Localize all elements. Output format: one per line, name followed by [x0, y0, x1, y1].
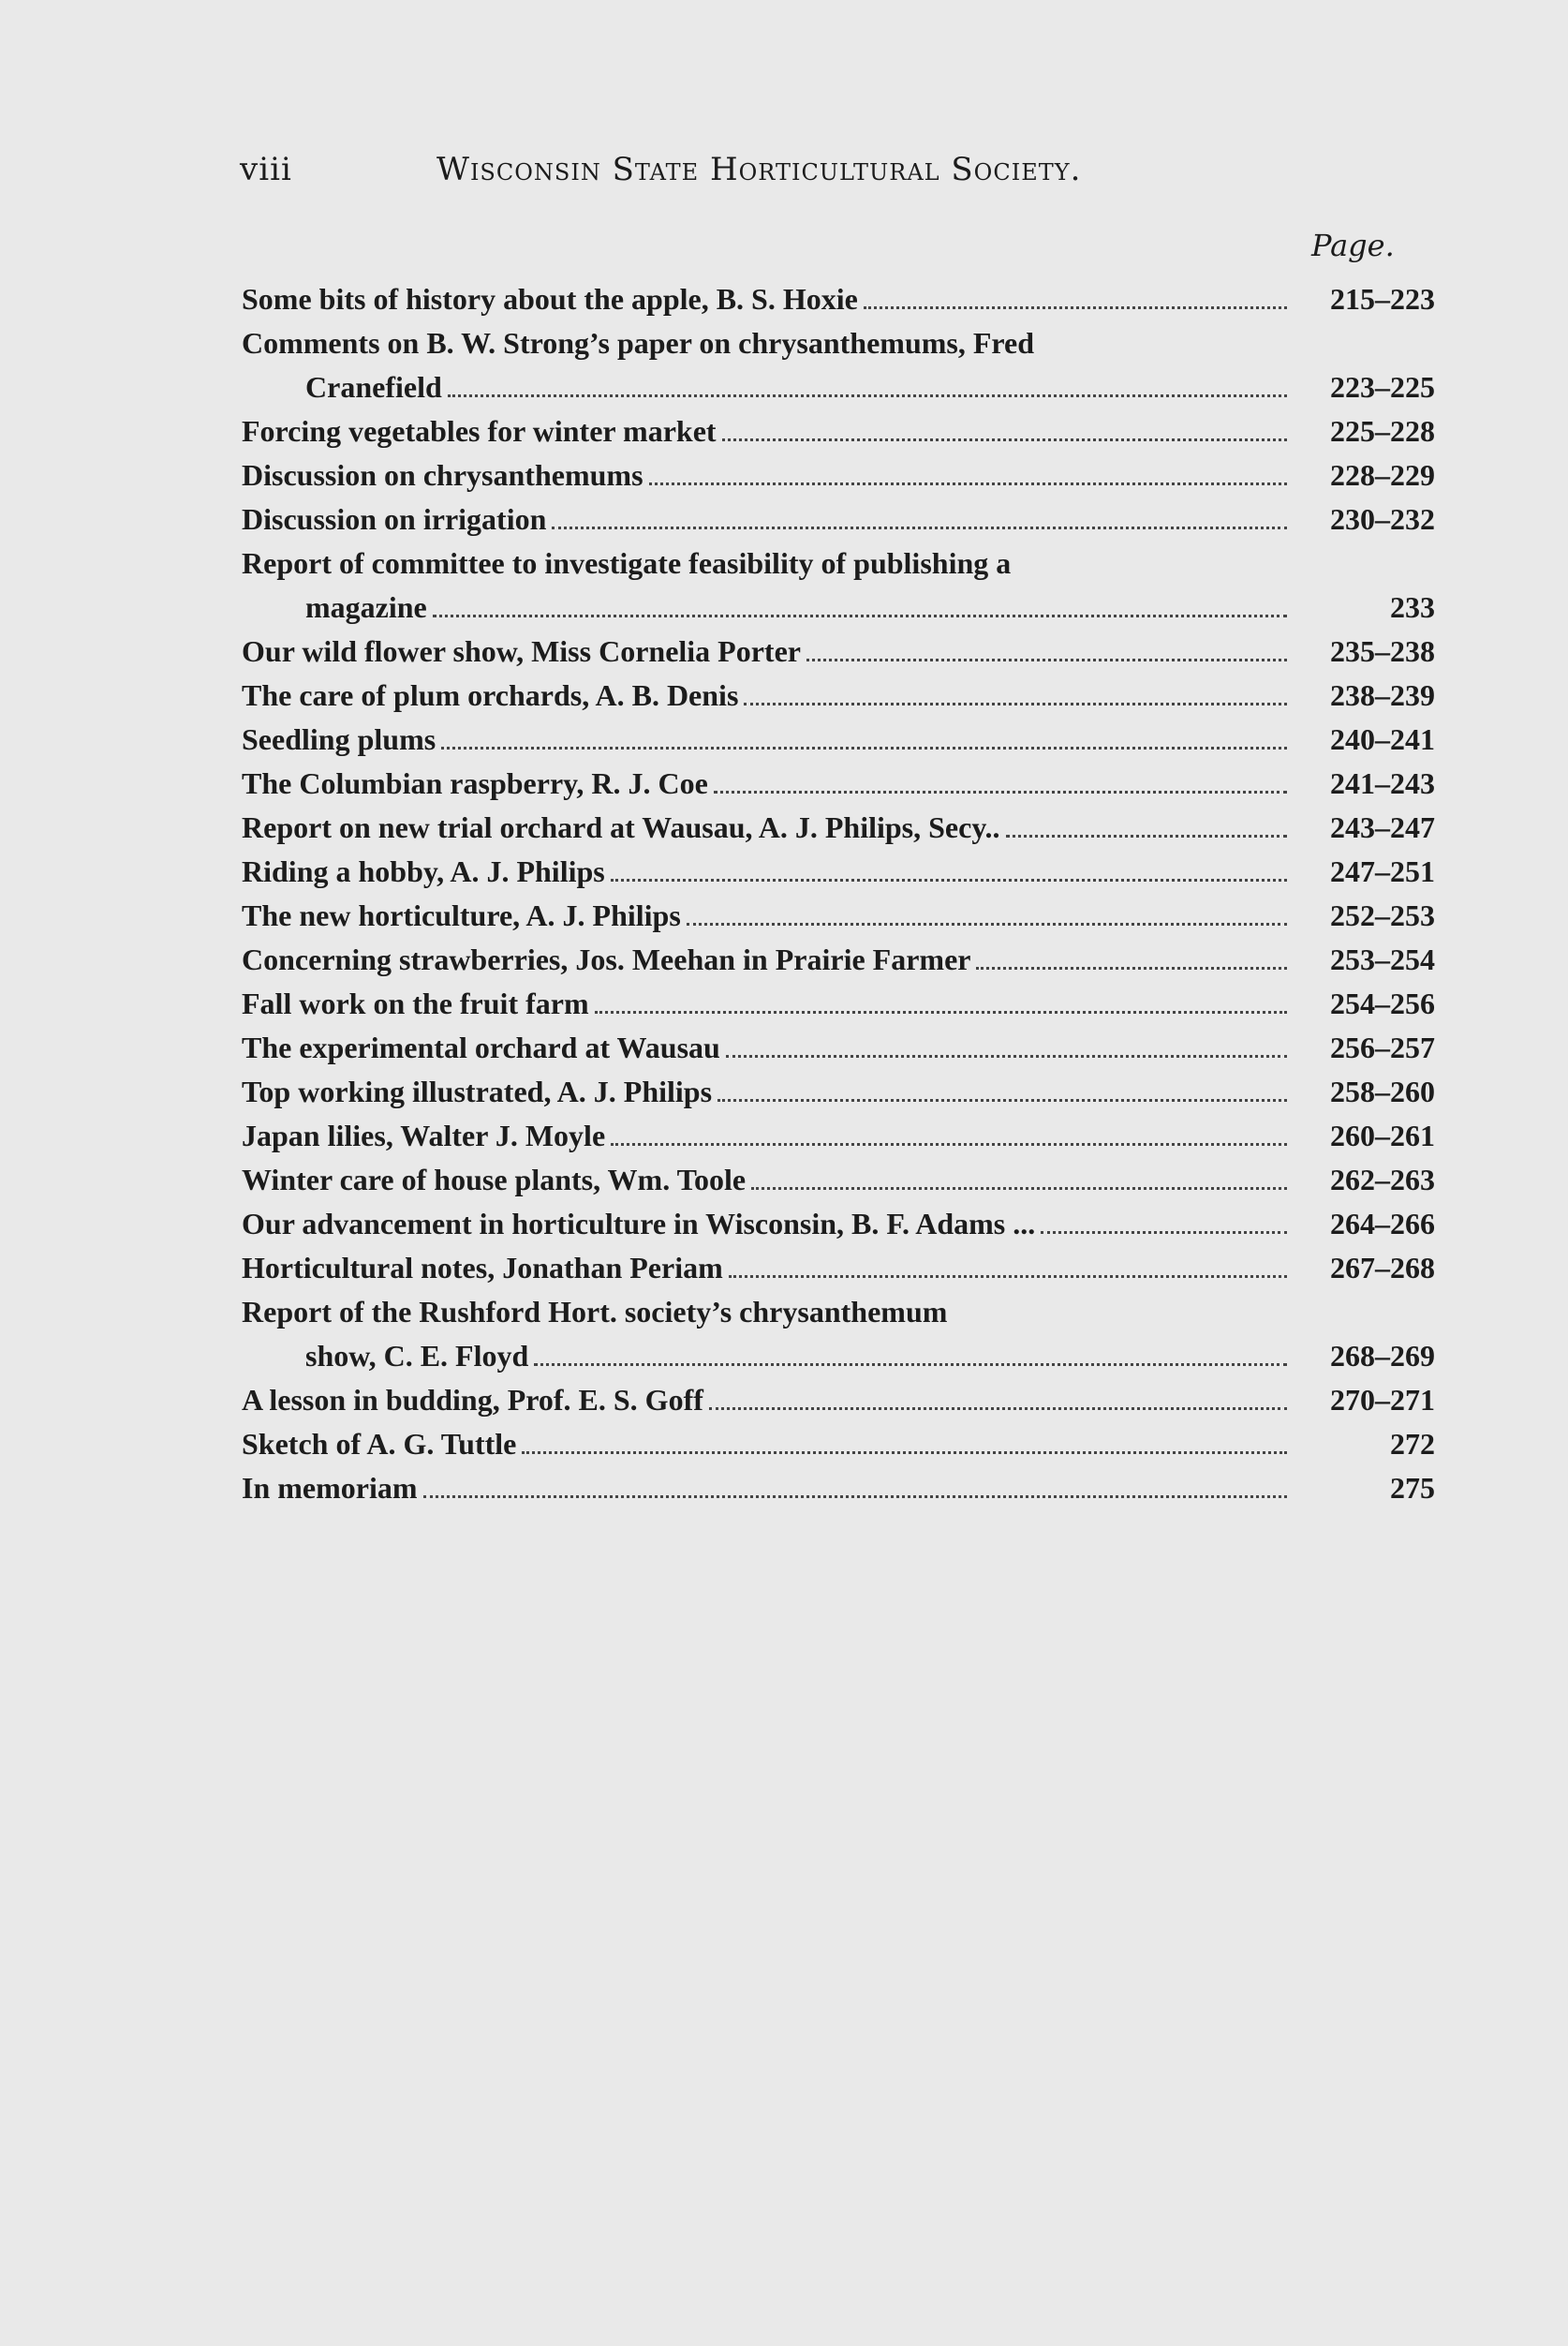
toc-entry-page: 264–266 — [1330, 1207, 1435, 1240]
toc-entry-title: A lesson in budding, Prof. E. S. Goff — [242, 1383, 703, 1417]
toc-entry-title: Riding a hobby, A. J. Philips — [242, 854, 605, 888]
toc-entry-page: 225–228 — [1330, 414, 1435, 448]
dot-leader — [522, 1451, 1287, 1454]
toc-entry-title: The Columbian raspberry, R. J. Coe — [242, 766, 708, 800]
toc-entry-line — [242, 674, 1435, 718]
toc-entry-title-continuation: magazine — [305, 590, 427, 624]
toc-entry-line — [242, 630, 1435, 674]
toc-entry — [242, 497, 1435, 542]
toc-entry-line — [242, 1070, 1435, 1114]
toc-entry-page: 272 — [1390, 1427, 1435, 1461]
dot-leader — [441, 747, 1287, 750]
toc-entry — [242, 453, 1435, 497]
dot-leader — [1041, 1231, 1287, 1234]
dot-leader — [1006, 835, 1287, 838]
toc-entry-title: Our advancement in horticulture in Wisconsin, B. F. Adams ... — [242, 1207, 1036, 1240]
toc-entry-page: 215–223 — [1330, 282, 1435, 316]
toc-entry-title: The experimental orchard at Wausau — [242, 1031, 720, 1064]
toc-entry-title: Seedling plums — [242, 722, 436, 756]
toc-entry — [242, 542, 1435, 630]
page-folio: viii — [240, 151, 292, 188]
toc-entry-line — [242, 762, 1435, 806]
toc-entry-page: 233 — [1390, 590, 1435, 624]
dot-leader — [864, 306, 1287, 309]
toc-entry — [242, 1070, 1435, 1114]
toc-entry-line — [242, 542, 1435, 586]
toc-entry-line — [242, 718, 1435, 762]
toc-entry-title: Fall work on the fruit farm — [242, 987, 589, 1020]
toc-entry-title: Some bits of history about the apple, B. S. Hoxie — [242, 282, 858, 316]
toc-entry — [242, 1290, 1435, 1378]
toc-entry-title: Discussion on chrysanthemums — [242, 458, 643, 492]
toc-entry — [242, 718, 1435, 762]
toc-entry-page: 241–243 — [1330, 766, 1435, 800]
toc-entry-page: 235–238 — [1330, 634, 1435, 668]
toc-entry — [242, 674, 1435, 718]
toc-entry-line — [242, 277, 1435, 321]
dot-leader — [726, 1055, 1287, 1058]
toc-entry — [242, 1422, 1435, 1466]
dot-leader — [744, 703, 1287, 705]
toc-entry-page: 247–251 — [1330, 854, 1435, 888]
page-column-label: Page. — [1311, 228, 1395, 263]
dot-leader — [729, 1275, 1287, 1278]
toc-entry-title: Japan lilies, Walter J. Moyle — [242, 1119, 606, 1152]
toc-entry-page: 243–247 — [1330, 810, 1435, 844]
toc-entry-title: The care of plum orchards, A. B. Denis — [242, 678, 739, 712]
dot-leader — [423, 1495, 1287, 1498]
dot-leader — [709, 1407, 1287, 1410]
running-head — [240, 146, 1251, 193]
dot-leader — [722, 438, 1287, 441]
toc-entry-line — [242, 586, 1435, 630]
toc-entry-page: 228–229 — [1330, 458, 1435, 492]
toc-entry-page: 240–241 — [1330, 722, 1435, 756]
toc-entry — [242, 762, 1435, 806]
dot-leader — [595, 1011, 1287, 1014]
toc-entry-title-continuation: show, C. E. Floyd — [305, 1339, 529, 1373]
toc-entry — [242, 630, 1435, 674]
dot-leader — [552, 527, 1287, 529]
toc-entry-line — [242, 497, 1435, 542]
toc-entry — [242, 1158, 1435, 1202]
dot-leader — [717, 1099, 1287, 1102]
dot-leader — [687, 923, 1287, 926]
toc-entry-line — [242, 1290, 1435, 1334]
toc-entry-line — [242, 850, 1435, 894]
toc-entry-page: 275 — [1390, 1471, 1435, 1505]
toc-entry-page: 262–263 — [1330, 1163, 1435, 1196]
toc-entry-title: Report of the Rushford Hort. society’s chrysanthemum — [242, 1295, 948, 1329]
toc-entry-page: 270–271 — [1330, 1383, 1435, 1417]
toc-entry-page: 267–268 — [1330, 1251, 1435, 1284]
toc-entry — [242, 894, 1435, 938]
toc-entry-title: Horticultural notes, Jonathan Periam — [242, 1251, 723, 1284]
toc-entry-title: Discussion on irrigation — [242, 502, 547, 536]
toc-entry-title: Concerning strawberries, Jos. Meehan in Prairie Farmer — [242, 943, 971, 976]
dot-leader — [611, 879, 1287, 882]
toc-entry-line — [242, 409, 1435, 453]
toc-entry — [242, 806, 1435, 850]
toc-entry-line — [242, 1334, 1435, 1378]
toc-entry-title: Comments on B. W. Strong’s paper on chrysanthemums, Fred — [242, 326, 1035, 360]
toc-entry-title: Winter care of house plants, Wm. Toole — [242, 1163, 747, 1196]
toc-entry — [242, 1202, 1435, 1246]
dot-leader — [751, 1187, 1287, 1190]
toc-entry-page: 253–254 — [1330, 943, 1435, 976]
dot-leader — [448, 394, 1287, 397]
toc-entry-line — [242, 806, 1435, 850]
toc-entry-line — [242, 1158, 1435, 1202]
toc-entry — [242, 321, 1435, 409]
toc-entry — [242, 409, 1435, 453]
toc-entry-line — [242, 894, 1435, 938]
toc-entry-line — [242, 1246, 1435, 1290]
toc-entry-page: 223–225 — [1330, 370, 1435, 404]
dot-leader — [433, 615, 1287, 617]
toc-entry — [242, 1466, 1435, 1510]
toc-entry — [242, 277, 1435, 321]
toc-entry — [242, 938, 1435, 982]
toc-entry-page: 254–256 — [1330, 987, 1435, 1020]
toc-entry-page: 238–239 — [1330, 678, 1435, 712]
toc-entry — [242, 1378, 1435, 1422]
table-of-contents — [242, 277, 1435, 1510]
toc-entry-page: 256–257 — [1330, 1031, 1435, 1064]
toc-entry-line — [242, 938, 1435, 982]
toc-entry-title: Our wild flower show, Miss Cornelia Porter — [242, 634, 801, 668]
toc-entry-line — [242, 1026, 1435, 1070]
toc-entry-page: 230–232 — [1330, 502, 1435, 536]
dot-leader — [714, 791, 1287, 794]
toc-entry — [242, 1114, 1435, 1158]
toc-entry-line — [242, 321, 1435, 365]
dot-leader — [611, 1143, 1287, 1146]
toc-entry-title: Report on new trial orchard at Wausau, A. J. Philips, Secy.. — [242, 810, 1000, 844]
toc-entry-page: 252–253 — [1330, 898, 1435, 932]
toc-entry-page: 268–269 — [1330, 1339, 1435, 1373]
toc-entry-line — [242, 1114, 1435, 1158]
toc-entry-line — [242, 1422, 1435, 1466]
toc-entry-title-continuation: Cranefield — [305, 370, 442, 404]
dot-leader — [806, 659, 1287, 661]
toc-entry-line — [242, 982, 1435, 1026]
dot-leader — [649, 483, 1287, 485]
toc-entry-title: The new horticulture, A. J. Philips — [242, 898, 681, 932]
toc-entry-title: Report of committee to investigate feasibility of publishing a — [242, 546, 1012, 580]
toc-entry-page: 260–261 — [1330, 1119, 1435, 1152]
toc-entry-page: 258–260 — [1330, 1075, 1435, 1108]
dot-leader — [534, 1363, 1287, 1366]
toc-entry-line — [242, 1202, 1435, 1246]
toc-entry — [242, 982, 1435, 1026]
toc-entry-line — [242, 453, 1435, 497]
toc-entry-title: In memoriam — [242, 1471, 418, 1505]
toc-entry — [242, 850, 1435, 894]
toc-entry-line — [242, 1378, 1435, 1422]
dot-leader — [976, 967, 1287, 970]
toc-entry — [242, 1246, 1435, 1290]
toc-entry — [242, 1026, 1435, 1070]
toc-entry-title: Top working illustrated, A. J. Philips — [242, 1075, 713, 1108]
toc-entry-title: Forcing vegetables for winter market — [242, 414, 717, 448]
toc-entry-title: Sketch of A. G. Tuttle — [242, 1427, 517, 1461]
running-title: Wisconsin State Horticultural Society. — [436, 151, 1082, 188]
toc-entry-line — [242, 365, 1435, 409]
toc-entry-line — [242, 1466, 1435, 1510]
